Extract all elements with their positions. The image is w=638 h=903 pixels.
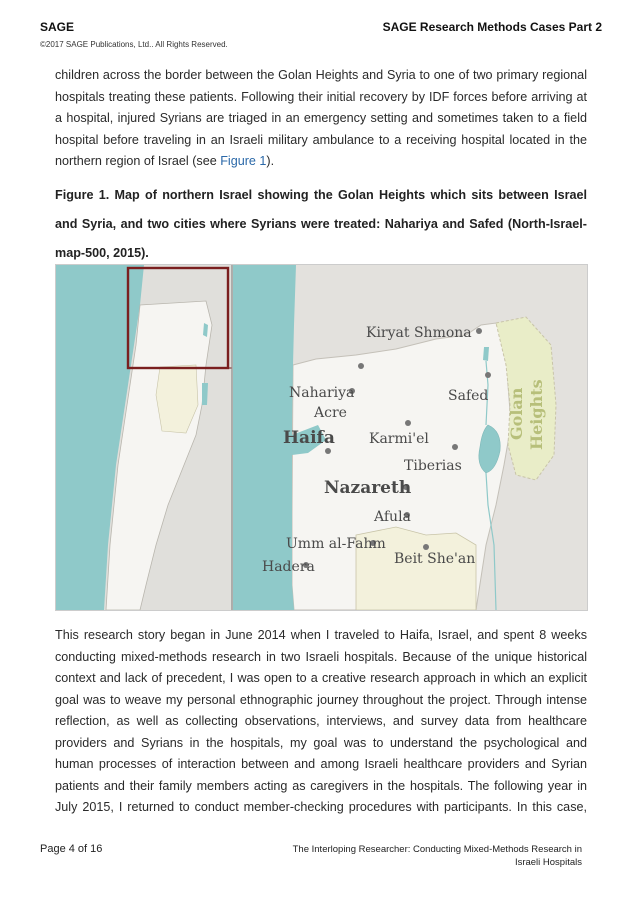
- caption-line: map-500, 2015).: [55, 246, 149, 260]
- footer-document-title: [252, 843, 582, 869]
- caption-line: and Syria, and two cities where Syrians were treated: Nahariya and Safed (North-Israel-: [55, 217, 587, 231]
- intro-paragraph: [55, 65, 587, 173]
- body-paragraph: [55, 625, 587, 819]
- map-label-golan: Golan: [507, 387, 526, 440]
- map-label-beit-shean: Beit She'an: [394, 551, 476, 567]
- text-line: [55, 151, 587, 173]
- map-label-hadera: Hadera: [262, 559, 315, 575]
- footer-title-line: The Interloping Researcher: Conducting Mixed-Methods Research in: [292, 844, 582, 855]
- map-label-karmiel: Karmi'el: [369, 431, 429, 447]
- footer-title-line: Israeli Hospitals: [514, 857, 582, 868]
- text-fragment: northern region of Israel (see: [55, 154, 221, 168]
- map-label-acre: Acre: [314, 405, 347, 421]
- text-line: a hospital, injured Syrians are triaged in an emergency setting and sometimes taken to a field: [55, 111, 587, 125]
- map-label-tiberias: Tiberias: [404, 458, 462, 474]
- text-line: patients and their family members acting as caregivers in the hospitals. The following year in: [55, 778, 587, 793]
- text-line: hospital before traveling in an Israeli military ambulance to a receiving hospital located in the: [55, 132, 587, 147]
- map-label-heights: Heights: [527, 379, 546, 450]
- text-line: conducting mixed-methods research in two Israeli hospitals. Because of the unique historical: [55, 649, 587, 664]
- detail-map: [233, 265, 587, 610]
- copyright-notice: ©2017 SAGE Publications, Ltd.. All Rights Reserved.: [40, 40, 228, 49]
- map-label-safed: Safed: [448, 388, 489, 404]
- page-header-left: [40, 20, 228, 49]
- map-graphic: [56, 265, 587, 610]
- text-line: This research story began in June 2014 when I traveled to Haifa, Israel, and spent 8 weeks: [55, 628, 587, 642]
- text-line: goal was to weave my personal ethnographic journey throughout the project. Through intense: [55, 692, 587, 707]
- text-line: hospitals treating these patients. Following their initial recovery by IDF forces before arriving at: [55, 89, 587, 104]
- series-title: SAGE Research Methods Cases Part 2: [382, 20, 602, 34]
- text-line: reflection, as well as collecting observations, interviews, and survey data from healthcare: [55, 714, 587, 728]
- caption-line: Figure 1. Map of northern Israel showing the Golan Heights which sits between Israel: [55, 188, 587, 202]
- text-line: human processes of interaction between and among Israeli healthcare providers and Syrian: [55, 757, 587, 771]
- figure-1-link[interactable]: Figure 1: [220, 154, 267, 168]
- map-label-haifa: Haifa: [283, 428, 335, 448]
- text-line: context and lack of precedent, I was open to a creative research approach in which an explicit: [55, 671, 587, 685]
- text-line: children across the border between the Golan Heights and Syria to one of two primary regional: [55, 68, 587, 82]
- israel-map-figure: [55, 264, 588, 611]
- text-fragment: ).: [266, 154, 275, 168]
- map-label-umm-al-fahm: Umm al-Fahm: [286, 536, 386, 552]
- map-label-nazareth: Nazareth: [324, 478, 412, 498]
- map-label-kiryat-shmona: Kiryat Shmona: [366, 325, 472, 341]
- inset-map: [56, 265, 232, 610]
- text-line: July 2015, I returned to conduct member-checking procedures with participants. In this case,: [55, 800, 587, 814]
- map-label-afula: Afula: [374, 509, 411, 525]
- text-line: providers and Syrians in the hospitals, my goal was to understand the psychological and: [55, 735, 587, 750]
- publisher-name: SAGE: [40, 20, 75, 34]
- map-label-nahariya: Nahariya: [289, 385, 355, 401]
- page-number: Page 4 of 16: [40, 843, 103, 855]
- figure-caption: [55, 181, 587, 268]
